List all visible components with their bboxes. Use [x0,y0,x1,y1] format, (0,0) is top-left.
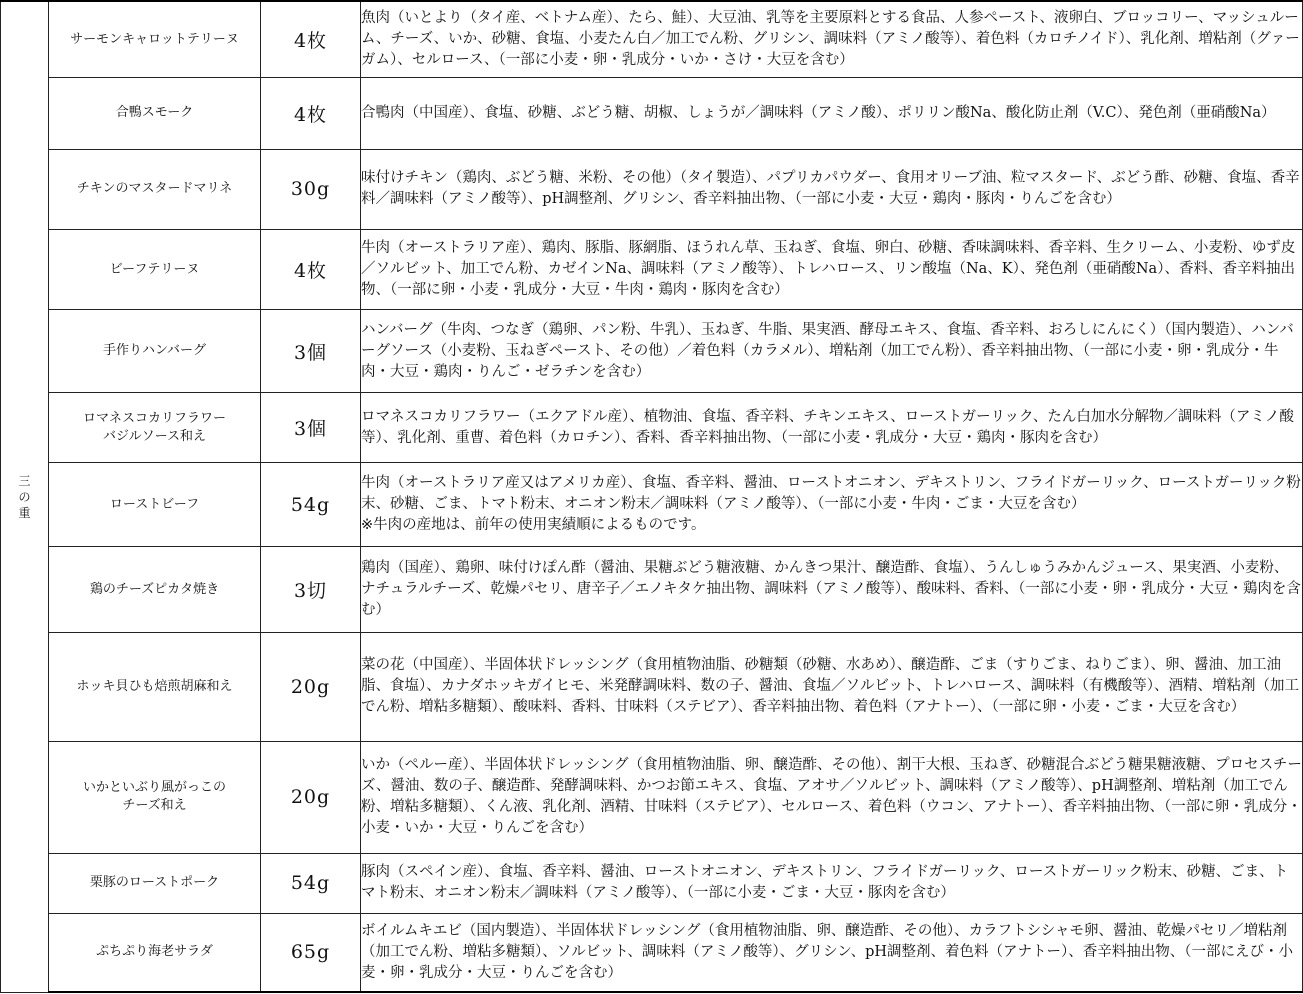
item-quantity: 65g [261,913,361,992]
table-row [1,393,1303,463]
item-ingredients: 合鴨肉（中国産）、食塩、砂糖、ぶどう糖、胡椒、しょうが／調味料（アミノ酸）、ポリリン酸Na、酸化防止剤（V.C）、発色剤（亜硝酸Na） [361,78,1303,149]
item-ingredients: ボイルムキエビ（国内製造）、半固体状ドレッシング（食用植物油脂、卵、醸造酢、その他）、カラフトシシャモ卵、醤油、乾燥パセリ／増粘剤（加工でん粉、増粘多糖類）、ソルビット、調味料（アミノ酸等）、グリシン、pH調整剤、着色料（アナトー）、香辛料抽出物、（一部にえび・小麦・卵・乳成分・大豆・りんごを含む） [361,913,1303,992]
item-ingredients: 菜の花（中国産）、半固体状ドレッシング（食用植物油脂、砂糖類（砂糖、水あめ）、醸造酢、ごま（すりごま、ねりごま）、卵、醤油、加工油脂、食塩）、カナダホッキガイヒモ、米発酵調味料、数の子、醤油、食塩／ソルビット、トレハロース、調味料（有機酸等）、酒精、増粘剤（加工でん粉、増粘多糖類）、酸味料、香料、甘味料（ステビア）、香辛料抽出物、着色料（アナトー）、（一部に卵・小麦・ごま・大豆を含む） [361,633,1303,741]
item-name: 合鴨スモーク [49,78,261,149]
item-quantity: 20g [261,633,361,741]
table-row [1,913,1303,992]
item-ingredients: ハンバーグ（牛肉、つなぎ（鶏卵、パン粉、牛乳）、玉ねぎ、牛脂、果実酒、酵母エキス、食塩、香辛料、おろしにんにく）（国内製造）、ハンバーグソース（小麦粉、玉ねぎペースト、その他）／着色料（カラメル）、増粘剤（加工でん粉）、香辛料抽出物、（一部に小麦・卵・乳成分・牛肉・大豆・鶏肉・りんご・ゼラチンを含む） [361,310,1303,393]
item-quantity: 30g [261,149,361,230]
item-quantity: 3個 [261,310,361,393]
item-ingredients: 豚肉（スペイン産）、食塩、香辛料、醤油、ローストオニオン、デキストリン、フライドガーリック、ローストガーリック粉末、砂糖、ごま、トマト粉末、オニオン粉末／調味料（アミノ酸等）、（一部に小麦・ごま・大豆・豚肉を含む） [361,853,1303,913]
item-name: いかといぶり風がっこの チーズ和え [49,741,261,853]
item-quantity: 4枚 [261,1,361,78]
item-name: 鶏のチーズピカタ焼き [49,547,261,633]
table-row [1,1,1303,78]
item-quantity: 54g [261,463,361,547]
table-row [1,853,1303,913]
item-ingredients: ロマネスコカリフラワー（エクアドル産）、植物油、食塩、香辛料、チキンエキス、ローストガーリック、たん白加水分解物／調味料（アミノ酸等）、乳化剤、重曹、着色料（カロチン）、香料、香辛料抽出物、（一部に小麦・乳成分・大豆・鶏肉・豚肉を含む） [361,393,1303,463]
section-label: 三の重 [18,473,31,520]
table-row [1,78,1303,149]
item-ingredients: 味付けチキン（鶏肉、ぶどう糖、米粉、その他）（タイ製造）、パプリカパウダー、食用オリーブ油、粒マスタード、ぶどう酢、砂糖、食塩、香辛料／調味料（アミノ酸等）、pH調整剤、グリシン、香辛料抽出物、（一部に小麦・大豆・鶏肉・豚肉・りんごを含む） [361,149,1303,230]
table-row [1,230,1303,310]
table-row [1,633,1303,741]
item-name: ビーフテリーヌ [49,230,261,310]
item-quantity: 3切 [261,547,361,633]
table-row [1,463,1303,547]
item-quantity: 54g [261,853,361,913]
item-ingredients: 牛肉（オーストラリア産）、鶏肉、豚脂、豚網脂、ほうれん草、玉ねぎ、食塩、卵白、砂糖、香味調味料、香辛料、生クリーム、小麦粉、ゆず皮／ソルビット、加工でん粉、カゼインNa、調味料（アミノ酸等）、トレハロース、リン酸塩（Na、K）、発色剤（亜硝酸Na）、香料、香辛料抽出物、（一部に卵・小麦・乳成分・大豆・牛肉・鶏肉・豚肉を含む） [361,230,1303,310]
item-ingredients: 牛肉（オーストラリア産又はアメリカ産）、食塩、香辛料、醤油、ローストオニオン、デキストリン、フライドガーリック、ローストガーリック粉末、砂糖、ごま、トマト粉末、オニオン粉末／調味料（アミノ酸等）、（一部に小麦・牛肉・ごま・大豆を含む） ※牛肉の産地は、前年の使用実績順によるものです。 [361,463,1303,547]
item-name: ローストビーフ [49,463,261,547]
item-name: サーモンキャロットテリーヌ [49,1,261,78]
table-row [1,741,1303,853]
item-name: 栗豚のローストポーク [49,853,261,913]
table-row [1,547,1303,633]
item-quantity: 3個 [261,393,361,463]
item-name: ぷちぷり海老サラダ [49,913,261,992]
item-name: ロマネスコカリフラワー バジルソース和え [49,393,261,463]
item-ingredients: 魚肉（いとより（タイ産、ベトナム産）、たら、鮭）、大豆油、乳等を主要原料とする食品、人参ペースト、液卵白、ブロッコリー、マッシュルーム、チーズ、いか、砂糖、食塩、小麦たん白／加工でん粉、グリシン、調味料（アミノ酸等）、着色料（カロチノイド）、乳化剤、増粘剤（グァーガム）、セルロース、（一部に小麦・卵・乳成分・いか・さけ・大豆を含む） [361,1,1303,78]
item-ingredients: 鶏肉（国産）、鶏卵、味付けぽん酢（醤油、果糖ぶどう糖液糖、かんきつ果汁、醸造酢、食塩）、うんしゅうみかんジュース、果実酒、小麦粉、ナチュラルチーズ、乾燥パセリ、唐辛子／エノキタケ抽出物、調味料（アミノ酸等）、酸味料、香料、（一部に小麦・卵・乳成分・大豆・鶏肉を含む） [361,547,1303,633]
ingredients-table-body [1,1,1303,992]
table-row [1,149,1303,230]
item-name: ホッキ貝ひも焙煎胡麻和え [49,633,261,741]
item-quantity: 4枚 [261,230,361,310]
item-name: チキンのマスタードマリネ [49,149,261,230]
item-ingredients: いか（ペルー産）、半固体状ドレッシング（食用植物油脂、卵、醸造酢、その他）、割干大根、玉ねぎ、砂糖混合ぶどう糖果糖液糖、プロセスチーズ、醤油、数の子、醸造酢、発酵調味料、かつお節エキス、食塩、アオサ／ソルビット、調味料（アミノ酸等）、pH調整剤、増粘剤（加工でん粉、増粘多糖類）、くん液、乳化剤、酒精、甘味料（ステビア）、セルロース、着色料（ウコン、アナトー）、香辛料抽出物、（一部に卵・乳成分・小麦・いか・大豆・りんごを含む） [361,741,1303,853]
item-quantity: 20g [261,741,361,853]
table-row [1,310,1303,393]
section-label-cell [1,1,49,992]
item-quantity: 4枚 [261,78,361,149]
item-name: 手作りハンバーグ [49,310,261,393]
